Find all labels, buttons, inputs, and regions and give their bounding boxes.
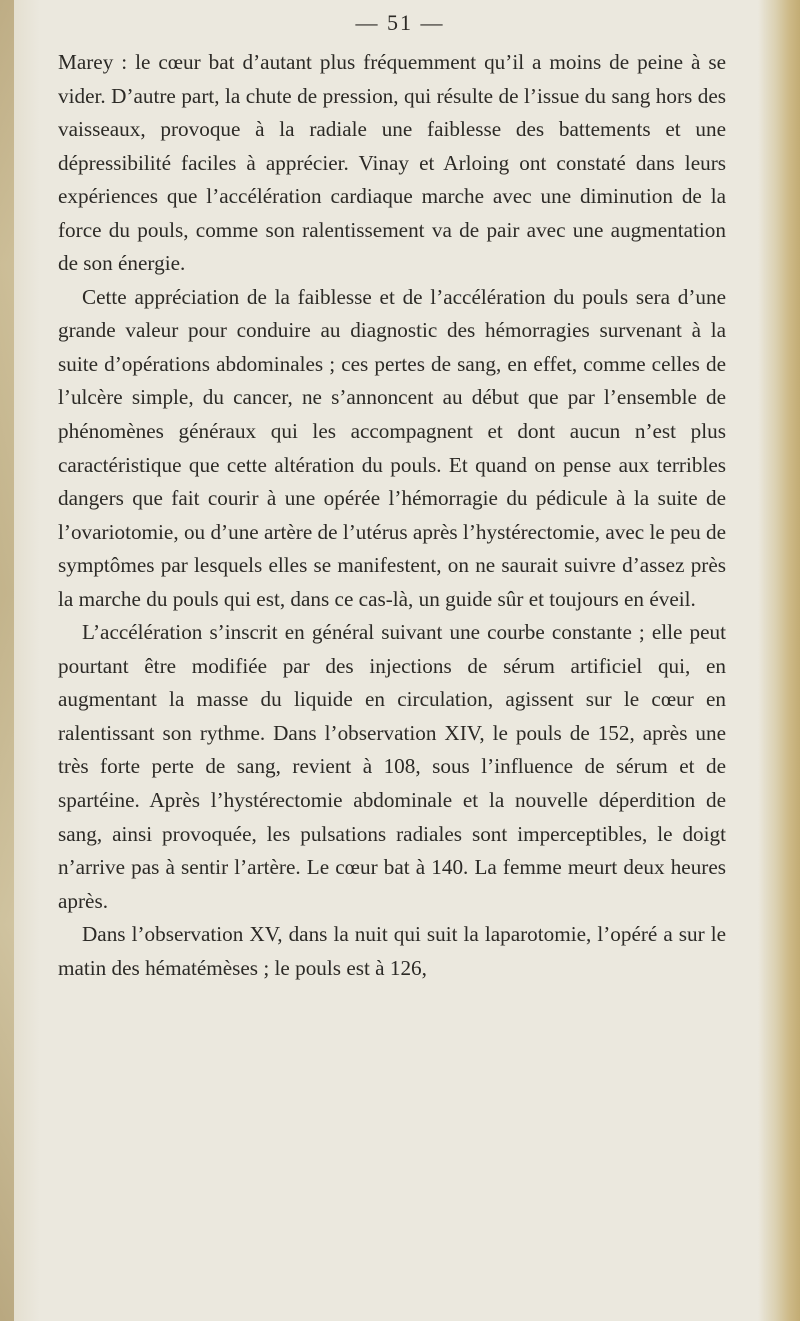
page-binding-edge xyxy=(0,0,14,1321)
paragraph: Dans l’observation XV, dans la nuit qui suit la laparotomie, l’opéré a sur le matin des hématémèses ; le pouls est à 126, xyxy=(58,922,726,980)
page-foxed-edge xyxy=(758,0,800,1321)
paragraph: L’accélération s’inscrit en général suivant une courbe constante ; elle peut pourtant être modifiée par des injections de sérum artificiel qui, en augmentant la masse du liquide en circulation, agissent sur le cœur en ralentissant son rythme. Dans l’observation XIV, le pouls de 152, après une très forte perte de sang, revient à 108, sous l’influence de sérum et de spartéine. Après l’hystérectomie abdominale et la nouvelle déperdition de sang, ainsi provoquée, les pulsations radiales sont imperceptibles, le doigt n’arrive pas à sentir l’artère. Le cœur bat à 140. La femme meurt deux heures après. xyxy=(58,620,726,913)
paragraph: Marey : le cœur bat d’autant plus fréquemment qu’il a moins de peine à se vider. D’autre part, la chute de pression, qui résulte de l’issue du sang hors des vaisseaux, provoque à la radiale une faiblesse des battements et une dépressibilité faciles à apprécier. Vinay et Arloing ont constaté dans leurs expériences que l’accélération cardiaque marche avec une diminution de la force du pouls, comme son ralentissement va de pair avec une augmentation de son énergie. xyxy=(58,50,726,276)
body-text xyxy=(58,46,726,985)
page-number: — 51 — xyxy=(355,10,445,35)
paragraph: Cette appréciation de la faiblesse et de l’accélération du pouls sera d’une grande valeur pour conduire au diagnostic des hémorragies survenant à la suite d’opérations abdominales ; ces pertes de sang, en effet, comme celles de l’ulcère simple, du cancer, ne s’annoncent au début que par l’ensemble de phénomènes généraux qui les accompagnent et dont aucun n’est plus caractéristique que cette altération du pouls. Et quand on pense aux terribles dangers que fait courir à une opérée l’hémorragie du pédicule à la suite de l’ovariotomie, ou d’une artère de l’utérus après l’hystérectomie, avec le peu de symptômes par lesquels elles se manifestent, on ne saurait suivre d’assez près la marche du pouls qui est, dans ce cas-là, un guide sûr et toujours en éveil. xyxy=(58,284,726,611)
